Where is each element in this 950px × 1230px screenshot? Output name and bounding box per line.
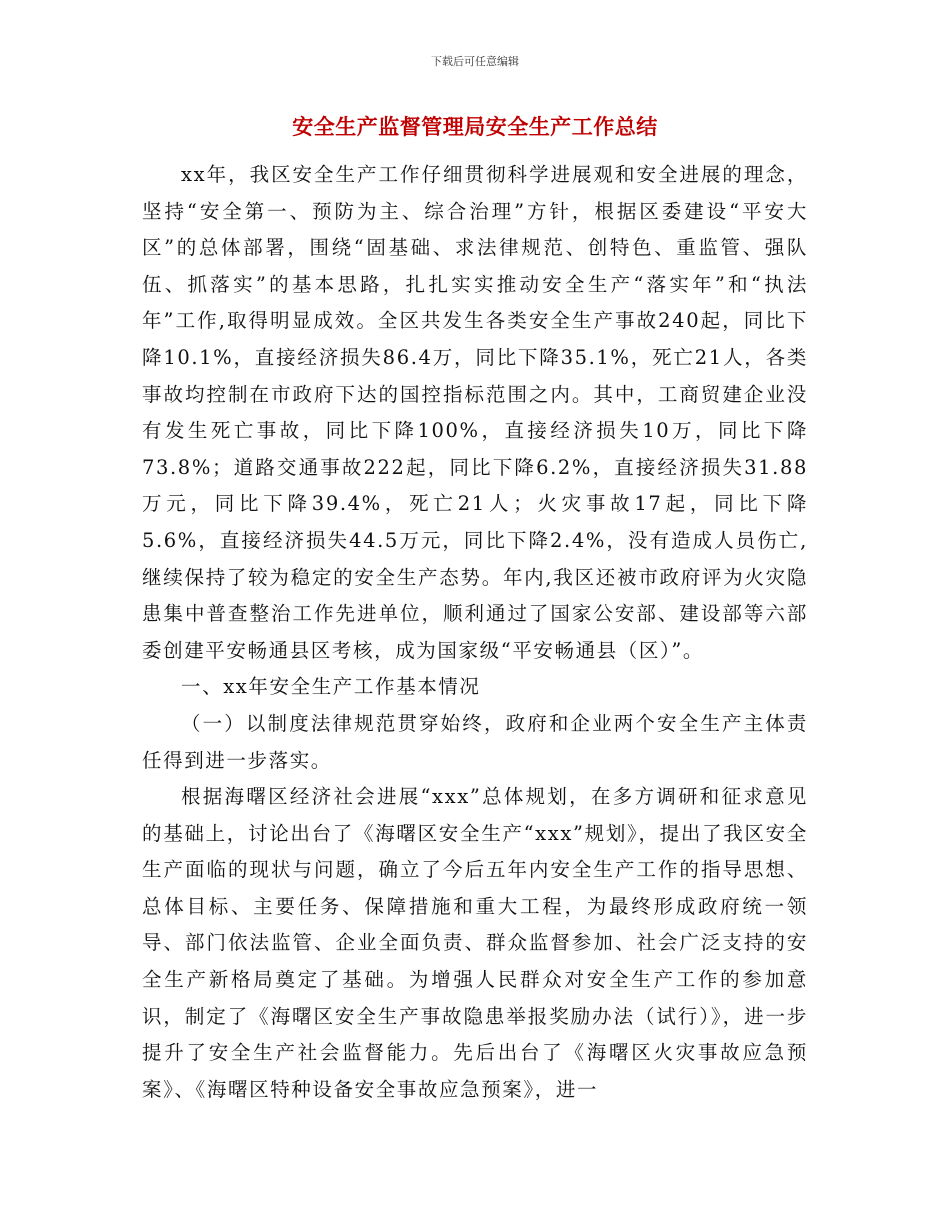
document-body <box>142 157 808 1108</box>
paragraph-summary: xx年，我区安全生产工作仔细贯彻科学进展观和安全进展的理念，坚持“安全第一、预防为主、综合治理”方针，根据区委建设“平安大区”的总体部署，围绕“固基础、求法律规范、创特色、重监管、强队伍、抓落实”的基本思路，扎扎实实推动安全生产“落实年”和“执法年”工作,取得明显成效。全区共发生各类安全生产事故240起，同比下降10.1%，直接经济损失86.4万，同比下降35.1%，死亡21人，各类事故均控制在市政府下达的国控指标范围之内。其中，工商贸建企业没有发生死亡事故，同比下降100%，直接经济损失10万，同比下降73.8%；道路交通事故222起，同比下降6.2%，直接经济损失31.88万元，同比下降39.4%，死亡21人；火灾事故17起，同比下降5.6%，直接经济损失44.5万元，同比下降2.4%，没有造成人员伤亡,继续保持了较为稳定的安全生产态势。年内,我区还被市政府评为火灾隐患集中普查整治工作先进单位，顺利通过了国家公安部、建设部等六部委创建平安畅通县区考核，成为国家级“平安畅通县（区）”。 <box>142 163 808 662</box>
paragraph-planning: 根据海曙区经济社会进展“xxx”总体规划，在多方调研和征求意见的基础上，讨论出台了《海曙区安全生产“xxx”规划》，提出了我区安全生产面临的现状与问题，确立了今后五年内安全生产工作的指导思想、总体目标、主要任务、保障措施和重大工程，为最终形成政府统一领导、部门依法监管、企业全面负责、群众监督参加、社会广泛支持的安全生产新格局奠定了基础。为增强人民群众对安全生产工作的参加意识，制定了《海曙区安全生产事故隐患举报奖励办法（试行）》，进一步提升了安全生产社会监督能力。先后出台了《海曙区火灾事故应急预案》、《海曙区特种设备安全事故应急预案》，进一 <box>142 785 808 1101</box>
subsection-heading: （一）以制度法律规范贯穿始终，政府和企业两个安全生产主体责任得到进一步落实。 <box>142 711 808 772</box>
document-title: 安全生产监督管理局安全生产工作总结 <box>292 115 658 139</box>
header-note: 下载后可任意编辑 <box>431 55 519 68</box>
section-heading: 一、xx年安全生产工作基本情况 <box>181 675 481 699</box>
